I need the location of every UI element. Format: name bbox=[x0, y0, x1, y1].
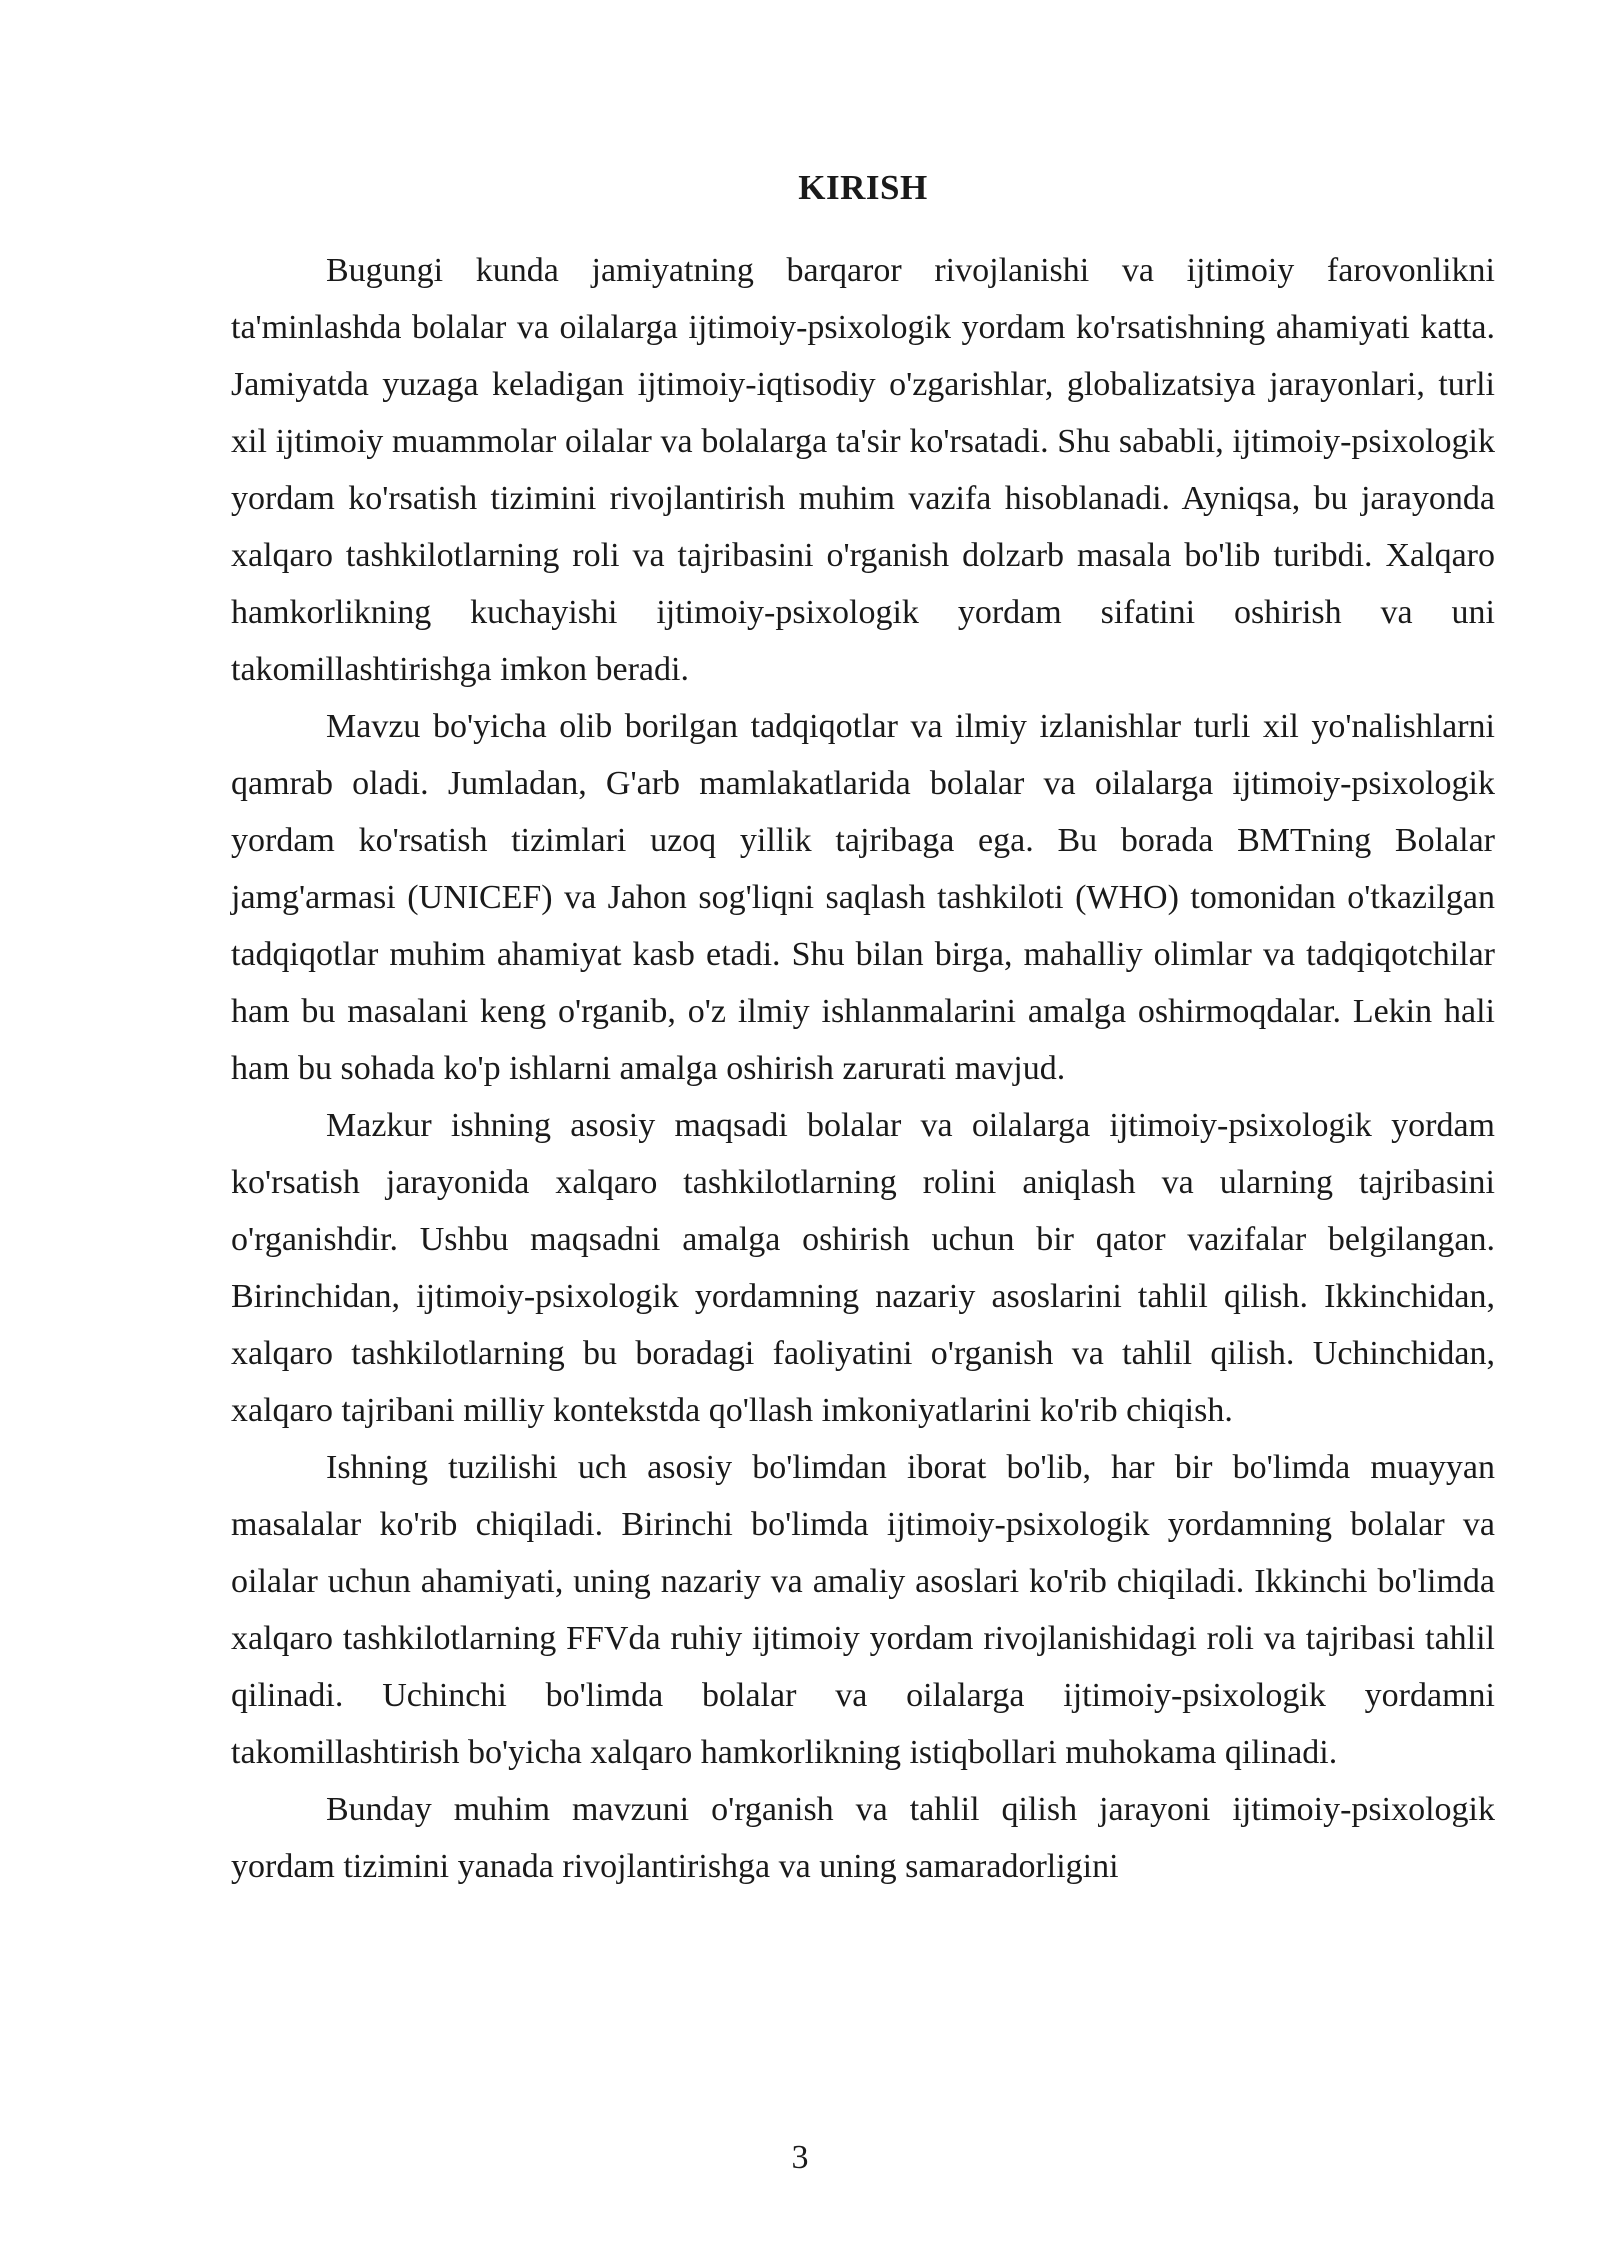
paragraph-1: Bugungi kunda jamiyatning barqaror rivojlanishi va ijtimoiy farovonlikni ta'minlashda bolalar va oilalarga ijtimoiy-psixologik yordam ko'rsatishning ahamiyati katta. Jamiyatda yuzaga keladigan ijtimoiy-iqtisodiy o'zgarishlar, globalizatsiya jarayonlari, turli xil ijtimoiy muammolar oilalar va bolalarga ta'sir ko'rsatadi. Shu sababli, ijtimoiy-psixologik yordam ko'rsatish tizimini rivojlantirish muhim vazifa hisoblanadi. Ayniqsa, bu jarayonda xalqaro tashkilotlarning roli va tajribasini o'rganish dolzarb masala bo'lib turibdi. Xalqaro hamkorlikning kuchayishi ijtimoiy-psixologik yordam sifatini oshirish va uni takomillashtirishga imkon beradi. bbox=[231, 252, 1495, 688]
page-number: 3 bbox=[791, 2139, 809, 2176]
paragraph-3: Mazkur ishning asosiy maqsadi bolalar va oilalarga ijtimoiy-psixologik yordam ko'rsatish jarayonida xalqaro tashkilotlarning rolini aniqlash va ularning tajribasini o'rganishdir. Ushbu maqsadni amalga oshirish uchun bir qator vazifalar belgilangan. Birinchidan, ijtimoiy-psixologik yordamning nazariy asoslarini tahlil qilish. Ikkinchidan, xalqaro tashkilotlarning bu boradagi faoliyatini o'rganish va tahlil qilish. Uchinchidan, xalqaro tajribani milliy kontekstda qo'llash imkoniyatlarini ko'rib chiqish. bbox=[231, 1107, 1495, 1429]
paragraph-4: Ishning tuzilishi uch asosiy bo'limdan iborat bo'lib, har bir bo'limda muayyan masalalar ko'rib chiqiladi. Birinchi bo'limda ijtimoiy-psixologik yordamning bolalar va oilalar uchun ahamiyati, uning nazariy va amaliy asoslari ko'rib chiqiladi. Ikkinchi bo'limda xalqaro tashkilotlarning FFVda ruhiy ijtimoiy yordam rivojlanishidagi roli va tajribasi tahlil qilinadi. Uchinchi bo'limda bolalar va oilalarga ijtimoiy-psixologik yordamni takomillashtirish bo'yicha xalqaro hamkorlikning istiqbollari muhokama qilinadi. bbox=[231, 1449, 1495, 1771]
section-title: KIRISH bbox=[798, 168, 928, 207]
paragraph-5: Bunday muhim mavzuni o'rganish va tahlil qilish jarayoni ijtimoiy-psixologik yordam tizimini yanada rivojlantirishga va uning samaradorligini bbox=[231, 1791, 1495, 1885]
page-content bbox=[231, 160, 1495, 1895]
paragraph-2: Mavzu bo'yicha olib borilgan tadqiqotlar va ilmiy izlanishlar turli xil yo'nalishlarni qamrab oladi. Jumladan, G'arb mamlakatlarida bolalar va oilalarga ijtimoiy-psixologik yordam ko'rsatish tizimlari uzoq yillik tajribaga ega. Bu borada BMTning Bolalar jamg'armasi (UNICEF) va Jahon sog'liqni saqlash tashkiloti (WHO) tomonidan o'tkazilgan tadqiqotlar muhim ahamiyat kasb etadi. Shu bilan birga, mahalliy olimlar va tadqiqotchilar ham bu masalani keng o'rganib, o'z ilmiy ishlanmalarini amalga oshirmoqdalar. Lekin hali ham bu sohada ko'p ishlarni amalga oshirish zarurati mavjud. bbox=[231, 708, 1495, 1087]
